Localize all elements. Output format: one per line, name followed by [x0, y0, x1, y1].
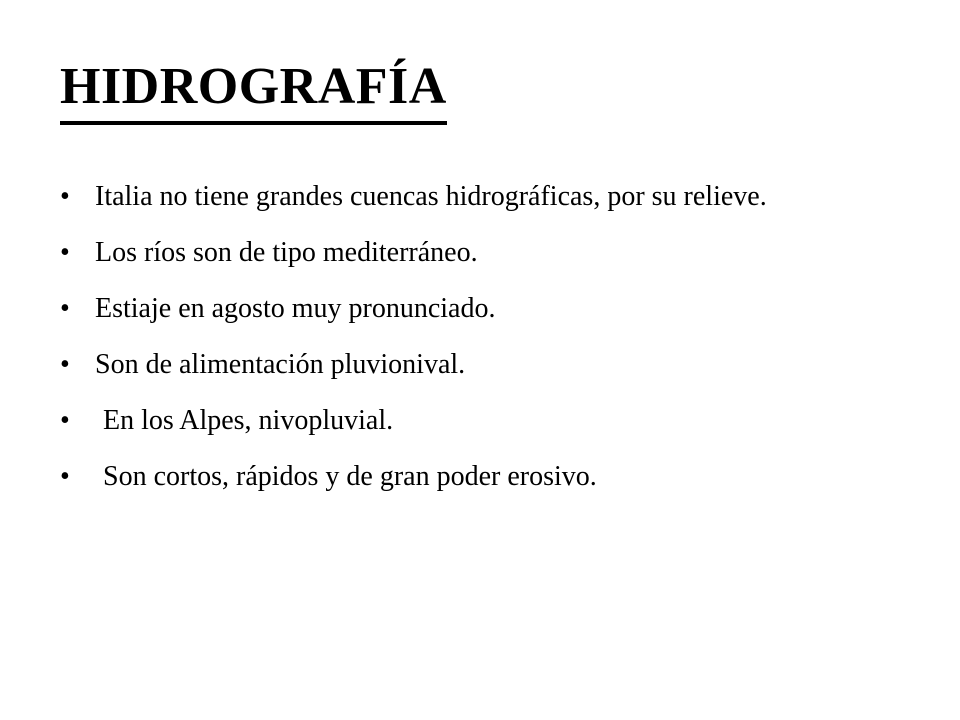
bullet-icon: •: [60, 405, 70, 436]
bullet-icon: •: [60, 237, 70, 268]
bullet-icon: •: [60, 349, 70, 380]
bullet-text: Son cortos, rápidos y de gran poder erosivo.: [103, 461, 597, 492]
bullet-item: [60, 234, 880, 272]
slide-title: HIDROGRAFÍA: [60, 58, 447, 125]
bullet-list: [60, 178, 880, 514]
bullet-icon: •: [60, 181, 70, 212]
bullet-text: Italia no tiene grandes cuencas hidrográficas, por su relieve.: [95, 181, 767, 212]
bullet-item: [60, 290, 880, 328]
bullet-item: [60, 402, 880, 440]
bullet-text: En los Alpes, nivopluvial.: [103, 405, 394, 436]
bullet-item: [60, 458, 880, 496]
bullet-item: [60, 178, 880, 216]
bullet-icon: •: [60, 461, 70, 492]
bullet-item: [60, 346, 880, 384]
bullet-text: Los ríos son de tipo mediterráneo.: [95, 237, 478, 268]
bullet-icon: •: [60, 293, 70, 324]
bullet-text: Son de alimentación pluvionival.: [95, 349, 466, 380]
bullet-text: Estiaje en agosto muy pronunciado.: [95, 293, 496, 324]
